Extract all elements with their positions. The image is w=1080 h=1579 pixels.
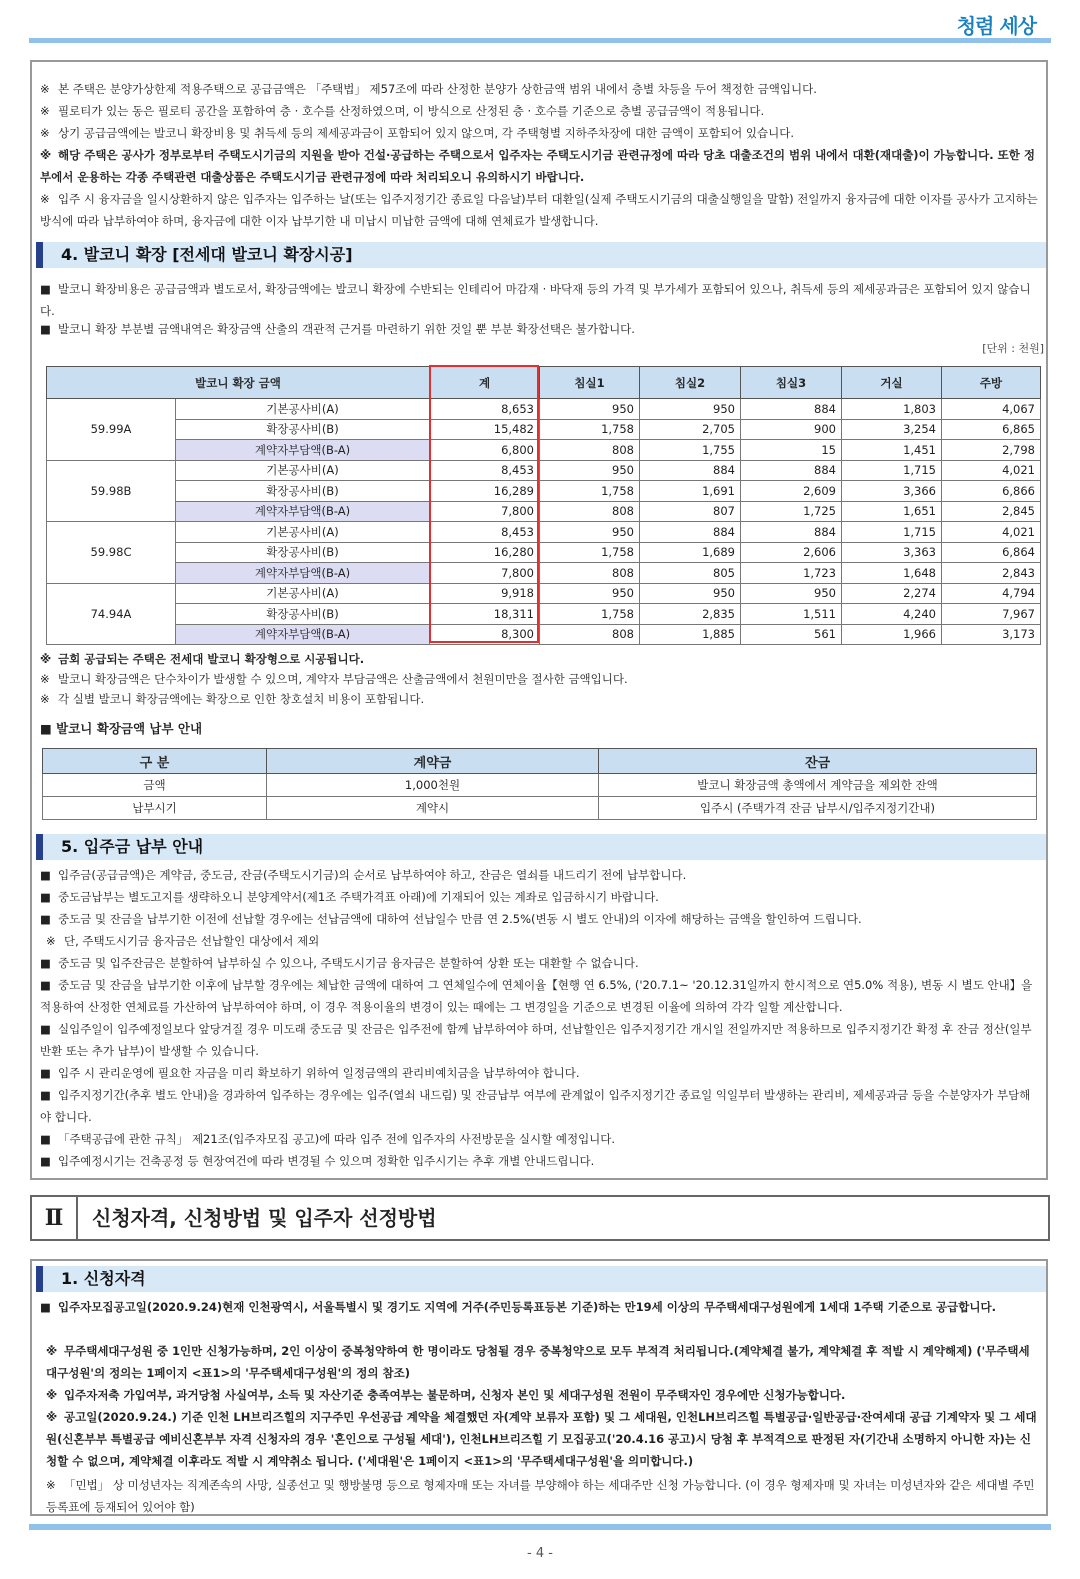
cell: 807 xyxy=(640,501,741,522)
col-header: 주방 xyxy=(942,367,1041,399)
table-row xyxy=(47,522,1041,543)
payment-note: ■ 입주 시 관리운영에 필요한 자금을 미리 확보하기 위하여 일정금액의 관리비예치금을 납부하여야 합니다. xyxy=(40,1066,580,1080)
cell: 884 xyxy=(741,522,842,543)
table-row xyxy=(47,563,1041,584)
cell: 561 xyxy=(741,624,842,645)
col-header: 거실 xyxy=(842,367,942,399)
cell: 7,800 xyxy=(430,563,540,584)
cell: 808 xyxy=(540,501,640,522)
cell: 1,715 xyxy=(842,522,942,543)
note-excluded-costs: ※ 상기 공급금액에는 발코니 확장비용 및 취득세 등의 제세공과금이 포함되어 있지 않으며, 각 주택형별 지하주차장에 대한 금액이 포함되어 있습니다. xyxy=(40,126,794,140)
top-divider xyxy=(29,38,1051,43)
cell: 6,866 xyxy=(942,481,1041,502)
balcony-note-cost: ■ 발코니 확장비용은 공급금액과 별도로서, 확장금액에는 발코니 확장에 수반되는 인테리어 마감재 · 바닥재 등의 가격 및 부가세가 포함되어 있으나, 취득세 등의 제세공과금은 포함되어 있지 않습니다. xyxy=(40,282,1031,318)
cell: 2,845 xyxy=(942,501,1041,522)
cell: 6,864 xyxy=(942,542,1041,563)
cell: 6,800 xyxy=(430,440,540,461)
payment-note: ■ 중도금납부는 별도고지를 생략하오니 분양계약서(제1조 주택가격표 아래)에 기재되어 있는 계좌로 입금하시기 바랍니다. xyxy=(40,890,659,904)
cell: 808 xyxy=(540,563,640,584)
cell: 7,800 xyxy=(430,501,540,522)
eligibility-note: ■ 입주자모집공고일(2020.9.24)현재 인천광역시, 서울특별시 및 경기도 지역에 거주(주민등록표등본 기준)하는 만19세 이상의 무주택세대구성원에게 1세대 1주택 기준으로 공급합니다. xyxy=(40,1300,996,1314)
balcony-after-note-rounding: ※ 발코니 확장금액은 단수차이가 발생할 수 있으며, 계약자 부담금액은 산출금액에서 천원미만을 절사한 금액입니다. xyxy=(40,672,628,686)
eligibility-note: ※ 무주택세대구성원 중 1인만 신청가능하며, 2인 이상이 중복청약하여 한 명이라도 당첨될 경우 중복청약으로 모두 부적격 처리됩니다.(계약체결 불가, 계약체결 후 적발 시 계약해제) ('무주택세대구성원'의 정의는 1페이지 <표1>의 '무주택세대구성원'의 정의 참조) xyxy=(46,1344,1030,1380)
unit-type-cell: 59.99A xyxy=(47,399,176,461)
table-row xyxy=(47,440,1041,461)
cell: 900 xyxy=(741,419,842,440)
row-label: 계약자부담액(B-A) xyxy=(176,440,430,461)
row-label: 기본공사비(A) xyxy=(176,522,430,543)
col-header: 침실3 xyxy=(741,367,842,399)
cell: 4,021 xyxy=(942,522,1041,543)
table-row xyxy=(47,542,1041,563)
cell: 15 xyxy=(741,440,842,461)
page-number: - 4 - xyxy=(527,1546,553,1561)
row-label: 기본공사비(A) xyxy=(176,460,430,481)
col-header: 발코니 확장 금액 xyxy=(47,367,430,399)
unit-type-cell: 59.98B xyxy=(47,460,176,522)
note-price-cap: ※ 본 주택은 분양가상한제 적용주택으로 공급금액은 「주택법」 제57조에 따라 산정한 분양가 상한금액 범위 내에서 층별 차등을 두어 책정한 금액입니다. xyxy=(40,82,817,96)
cell: 1,758 xyxy=(540,481,640,502)
cell: 1,715 xyxy=(842,460,942,481)
table-row xyxy=(43,774,1037,797)
table-row xyxy=(47,419,1041,440)
cell: 3,363 xyxy=(842,542,942,563)
section-balcony-title: 4. 발코니 확장 [전세대 발코니 확장시공] xyxy=(36,242,1046,268)
cell: 1,689 xyxy=(640,542,741,563)
cell: 2,705 xyxy=(640,419,741,440)
table-row xyxy=(47,624,1041,645)
cell: 1,758 xyxy=(540,419,640,440)
part-two-heading xyxy=(30,1195,1050,1241)
payment-guide-title: ■ 발코니 확장금액 납부 안내 xyxy=(40,721,203,736)
table-header-row xyxy=(43,749,1037,774)
cell: 2,798 xyxy=(942,440,1041,461)
payment-note: ■ 중도금 및 잔금을 납부기한 이전에 선납할 경우에는 선납금액에 대하여 선납일수 만큼 연 2.5%(변동 시 별도 안내)의 이자에 해당하는 금액을 할인하여 드립니다. xyxy=(40,912,862,926)
cell: 1,723 xyxy=(741,563,842,584)
table-header-row xyxy=(47,367,1041,399)
col-header: 계약금 xyxy=(267,749,599,774)
row-label: 기본공사비(A) xyxy=(176,583,430,604)
cell: 1,758 xyxy=(540,604,640,625)
cell: 8,453 xyxy=(430,460,540,481)
cell: 2,835 xyxy=(640,604,741,625)
col-header: 침실1 xyxy=(540,367,640,399)
cell: 2,843 xyxy=(942,563,1041,584)
col-header: 계 xyxy=(430,367,540,399)
part-title: 신청자격, 신청방법 및 입주자 선정방법 xyxy=(92,1206,437,1230)
cell: 15,482 xyxy=(430,419,540,440)
row-label: 확장공사비(B) xyxy=(176,481,430,502)
col-header: 침실2 xyxy=(640,367,741,399)
cell: 950 xyxy=(640,583,741,604)
payment-note: ■ 중도금 및 잔금을 납부기한 이후에 납부할 경우에는 체납한 금액에 대하여 그 연체일수에 연체이율【현행 연 6.5%, ('20.7.1~ '20.12.31일까지 한시적으로 연5.0% 적용), 변동 시 별도 안내】을 적용하여 산정한 연체료를 가산하여 납부하여야 하며, 이 경우 적용이율의 변경이 있는 때에는 그 변경일을 기준으로 변경된 이율에 의하여 각각 일할 계산합니다. xyxy=(40,978,1033,1014)
cell: 1,758 xyxy=(540,542,640,563)
cell: 884 xyxy=(741,460,842,481)
cell: 4,021 xyxy=(942,460,1041,481)
cell: 8,453 xyxy=(430,522,540,543)
balcony-payment-table xyxy=(42,748,1037,820)
cell: 1,451 xyxy=(842,440,942,461)
cell: 3,173 xyxy=(942,624,1041,645)
cell: 8,653 xyxy=(430,399,540,420)
row-label: 계약자부담액(B-A) xyxy=(176,501,430,522)
table-row xyxy=(43,797,1037,820)
unit-type-cell: 74.94A xyxy=(47,583,176,645)
cell: 3,366 xyxy=(842,481,942,502)
cell: 884 xyxy=(640,460,741,481)
row-label: 기본공사비(A) xyxy=(176,399,430,420)
cell: 1,885 xyxy=(640,624,741,645)
payment-note: ■ 입주지정기간(추후 별도 안내)을 경과하여 입주하는 경우에는 입주(열쇠 내드림) 및 잔금납부 여부에 관계없이 입주지정기간 종료일 익일부터 발생하는 관리비, 제세공과금 등을 수분양자가 부담해야 합니다. xyxy=(40,1088,1031,1124)
cell: 7,967 xyxy=(942,604,1041,625)
cell: 16,280 xyxy=(430,542,540,563)
note-piloti: ※ 필로티가 있는 동은 필로티 공간을 포함하여 층 · 호수를 산정하였으며, 이 방식으로 산정된 층 · 호수를 기준으로 층별 공급금액이 적용됩니다. xyxy=(40,104,765,118)
cell: 1,648 xyxy=(842,563,942,584)
cell: 884 xyxy=(640,522,741,543)
payment-note: ■ 입주금(공급금액)은 계약금, 중도금, 잔금(주택도시기금)의 순서로 납부하여야 하고, 잔금은 열쇠를 내드리기 전에 납부합니다. xyxy=(40,868,687,882)
payment-note: ■ 실입주일이 입주예정일보다 앞당겨질 경우 미도래 중도금 및 잔금은 입주전에 함께 납부하여야 하며, 선납할인은 입주지정기간 개시일 전일까지만 적용하므로 입주지정기간 확정 후 잔금 정산(일부 반환 또는 추가 납부)이 발생할 수 있습니다. xyxy=(40,1022,1032,1058)
table-row xyxy=(47,604,1041,625)
balcony-after-note-window: ※ 각 실별 발코니 확장금액에는 확장으로 인한 창호설치 비용이 포함됩니다. xyxy=(40,692,425,706)
cell: 1,966 xyxy=(842,624,942,645)
cell: 950 xyxy=(540,583,640,604)
cell: 4,794 xyxy=(942,583,1041,604)
bottom-divider xyxy=(29,1524,1051,1530)
cell: 950 xyxy=(640,399,741,420)
eligibility-note: ※ 입주자저축 가입여부, 과거당첨 사실여부, 소득 및 자산기준 충족여부는 불문하며, 신청자 본인 및 세대구성원 전원이 무주택자인 경우에만 신청가능합니다. xyxy=(46,1388,846,1402)
cell: 입주시 (주택가격 잔금 납부시/입주지정기간내) xyxy=(599,797,1037,820)
balcony-after-note-all: ※ 금회 공급되는 주택은 전세대 발코니 확장형으로 시공됩니다. xyxy=(40,652,365,666)
section-payment-title: 5. 입주금 납부 안내 xyxy=(36,834,1046,860)
cell: 9,918 xyxy=(430,583,540,604)
cell: 950 xyxy=(540,460,640,481)
row-label: 확장공사비(B) xyxy=(176,542,430,563)
cell: 8,300 xyxy=(430,624,540,645)
cell: 1,803 xyxy=(842,399,942,420)
table-row xyxy=(47,399,1041,420)
cell: 950 xyxy=(741,583,842,604)
cell: 1,511 xyxy=(741,604,842,625)
cell: 금액 xyxy=(43,774,267,797)
cell: 1,755 xyxy=(640,440,741,461)
cell: 808 xyxy=(540,624,640,645)
cell: 계약시 xyxy=(267,797,599,820)
row-label: 확장공사비(B) xyxy=(176,604,430,625)
cell: 4,240 xyxy=(842,604,942,625)
balcony-cost-table xyxy=(46,366,1041,645)
cell: 18,311 xyxy=(430,604,540,625)
cell: 발코니 확장금액 총액에서 계약금을 제외한 잔액 xyxy=(599,774,1037,797)
row-label: 계약자부담액(B-A) xyxy=(176,563,430,584)
payment-note: ※ 단, 주택도시기금 융자금은 선납할인 대상에서 제외 xyxy=(46,934,320,948)
unit-label: [단위 : 천원] xyxy=(982,342,1044,355)
note-housing-fund: ※ 해당 주택은 공사가 정부로부터 주택도시기금의 지원을 받아 건설·공급하는 주택으로서 입주자는 주택도시기금 관련규정에 따라 당초 대출조건의 범위 내에서 대환(재대출)이 가능합니다. 또한 정부에서 운용하는 각종 주택관련 대출상품은 주택도시기금 관련규정에 따라 처리되오니 유의하시기 바랍니다. xyxy=(40,148,1035,184)
section-eligibility-title: 1. 신청자격 xyxy=(36,1266,1046,1292)
cell: 950 xyxy=(540,399,640,420)
clean-world-logo: 청렴 세상 xyxy=(956,14,1036,38)
part-number: Ⅱ xyxy=(32,1197,78,1239)
cell: 1,651 xyxy=(842,501,942,522)
table-row xyxy=(47,583,1041,604)
payment-note: ■ 중도금 및 입주잔금은 분할하여 납부하실 수 있으나, 주택도시기금 융자금은 분할하여 상환 또는 대환할 수 없습니다. xyxy=(40,956,639,970)
cell: 4,067 xyxy=(942,399,1041,420)
cell: 16,289 xyxy=(430,481,540,502)
cell: 805 xyxy=(640,563,741,584)
cell: 2,274 xyxy=(842,583,942,604)
balcony-note-partial: ■ 발코니 확장 부분별 금액내역은 확장금액 산출의 객관적 근거를 마련하기 위한 것일 뿐 부분 확장선택은 불가합니다. xyxy=(40,322,635,336)
cell: 2,606 xyxy=(741,542,842,563)
cell: 3,254 xyxy=(842,419,942,440)
cell: 2,609 xyxy=(741,481,842,502)
payment-note: ■ 입주예정시기는 건축공정 등 현장여건에 따라 변경될 수 있으며 정확한 입주시기는 추후 개별 안내드립니다. xyxy=(40,1154,595,1168)
table-row xyxy=(47,501,1041,522)
cell: 1,691 xyxy=(640,481,741,502)
payment-note: ■ 「주택공급에 관한 규칙」 제21조(입주자모집 공고)에 따라 입주 전에 입주자의 사전방문을 실시할 예정입니다. xyxy=(40,1132,616,1146)
row-label: 계약자부담액(B-A) xyxy=(176,624,430,645)
cell: 884 xyxy=(741,399,842,420)
cell: 808 xyxy=(540,440,640,461)
cell: 1,000천원 xyxy=(267,774,599,797)
cell: 950 xyxy=(540,522,640,543)
row-label: 확장공사비(B) xyxy=(176,419,430,440)
eligibility-note: ※ 「민법」 상 미성년자는 직계존속의 사망, 실종선고 및 행방불명 등으로 형제자매 또는 자녀를 부양해야 하는 세대주만 신청 가능합니다. (이 경우 형제자매 및 자녀는 미성년자와 같은 세대별 주민등록표에 등재되어 있어야 함) xyxy=(46,1478,1035,1514)
table-row xyxy=(47,460,1041,481)
cell: 6,865 xyxy=(942,419,1041,440)
cell: 납부시기 xyxy=(43,797,267,820)
col-header: 잔금 xyxy=(599,749,1037,774)
cell: 1,725 xyxy=(741,501,842,522)
table-row xyxy=(47,481,1041,502)
eligibility-note: ※ 공고일(2020.9.24.) 기준 인천 LH브리즈힐의 지구주민 우선공급 계약을 체결했던 자(계약 보류자 포함) 및 그 세대원, 인천LH브리즈힐 특별공급·일반공급·잔여세대 공급 기계약자 및 그 세대원(신혼부부 특별공급 예비신혼부부 자격 신청자의 경우 '혼인으로 구성될 세대'), 인천LH브리즈힐 기 모집공고('20.4.16 공고)시 당첨 후 부적격으로 판정된 자(기간내 소명하지 아니한 자)는 신청할 수 없으며, 계약체결 이후라도 적발 시 계약취소 됩니다. ('세대원'은 1페이지 <표1>의 '무주택세대구성원'을 의미합니다.) xyxy=(46,1410,1037,1468)
unit-type-cell: 59.98C xyxy=(47,522,176,584)
col-header: 구 분 xyxy=(43,749,267,774)
note-loan-interest: ※ 입주 시 융자금을 일시상환하지 않은 입주자는 입주하는 날(또는 입주지정기간 종료일 다음날)부터 대환일(실제 주택도시기금의 대출실행일을 말함) 전일까지 융자금에 대한 이자를 공사가 고지하는 방식에 따라 납부하여야 하며, 융자금에 대한 이자 납부기한 내 미납시 미납한 금액에 대해 연체료가 발생합니다. xyxy=(40,192,1038,228)
